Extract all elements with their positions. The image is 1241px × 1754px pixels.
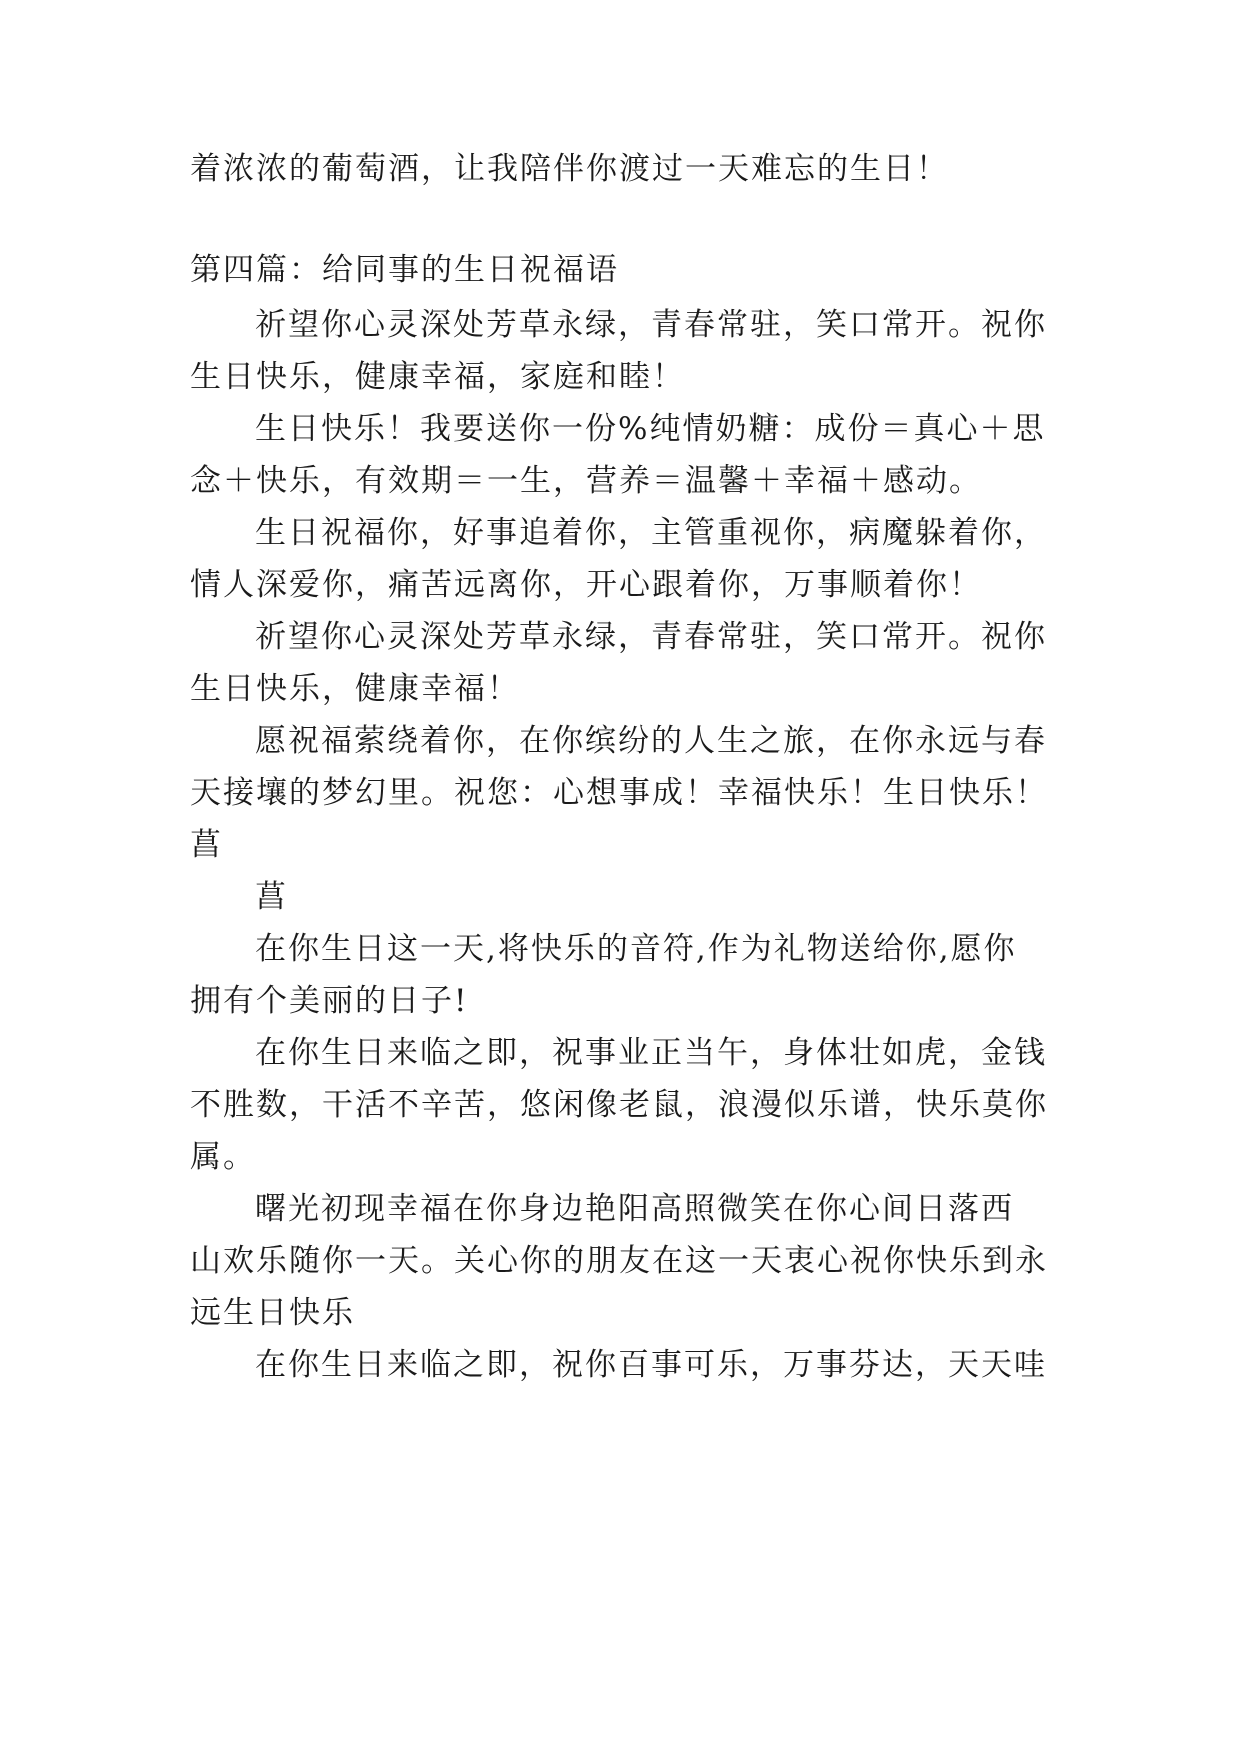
text-line: 曙光初现幸福在你身边艳阳高照微笑在你心间日落西 — [255, 1191, 1014, 1227]
text-line: 菖 — [190, 827, 223, 863]
section-heading: 第四篇：给同事的生日祝福语 — [190, 252, 619, 288]
text-line: 山欢乐随你一天。关心你的朋友在这一天衷心祝你快乐到永 — [190, 1243, 1048, 1279]
text-line: 祈望你心灵深处芳草永绿，青春常驻，笑口常开。祝你 — [255, 619, 1047, 655]
text-line: 生日快乐，健康幸福！ — [190, 671, 520, 707]
text-line: 情人深爱你，痛苦远离你，开心跟着你，万事顺着你！ — [190, 567, 982, 603]
text-line: 生日祝福你，好事追着你，主管重视你，病魔躲着你， — [255, 515, 1047, 551]
text-line: 生日快乐！我要送你一份%纯情奶糖：成份＝真心＋思 — [255, 411, 1046, 447]
text-line: 不胜数，干活不辛苦，悠闲像老鼠，浪漫似乐谱，快乐莫你 — [190, 1087, 1048, 1123]
text-line: 菖 — [255, 879, 288, 915]
text-line: 祈望你心灵深处芳草永绿，青春常驻，笑口常开。祝你 — [255, 307, 1047, 343]
text-line: 愿祝福萦绕着你，在你缤纷的人生之旅，在你永远与春 — [255, 723, 1047, 759]
text-line: 属。 — [190, 1139, 256, 1175]
text-line: 在你生日这一天,将快乐的音符,作为礼物送给你,愿你 — [255, 931, 1017, 967]
text-line: 在你生日来临之即，祝你百事可乐，万事芬达，天天哇 — [255, 1347, 1047, 1383]
text-line: 在你生日来临之即，祝事业正当午，身体壮如虎，金钱 — [255, 1035, 1047, 1071]
text-line: 远生日快乐 — [190, 1295, 355, 1331]
text-line: 生日快乐，健康幸福，家庭和睦！ — [190, 359, 685, 395]
text-line: 拥有个美丽的日子! — [190, 983, 469, 1019]
text-line: 天接壤的梦幻里。祝您：心想事成！幸福快乐！生日快乐！ — [190, 775, 1048, 811]
text-line: 念＋快乐，有效期＝一生，营养＝温馨＋幸福＋感动。 — [190, 463, 982, 499]
text-line: 着浓浓的葡萄酒，让我陪伴你渡过一天难忘的生日！ — [190, 151, 949, 187]
